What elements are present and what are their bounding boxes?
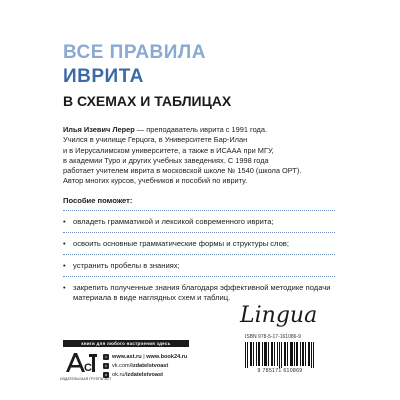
author-line-6: Автор многих курсов, учебников и пособий по ивриту. [63, 176, 248, 186]
benefits-section [63, 196, 345, 305]
benefit-item [63, 239, 345, 249]
bullet-icon: • [63, 239, 66, 248]
benefit-text: освоить основные грамматические формы и структуры слов; [73, 239, 289, 248]
publisher-links [103, 352, 187, 379]
ok-icon: o [104, 371, 108, 377]
benefit-item [63, 217, 345, 227]
benefit-text: овладеть грамматикой и лексикой современного иврита; [73, 217, 274, 226]
globe-icon: ⌂ [104, 353, 108, 359]
publisher-caption: ИЗДАТЕЛЬСКАЯ ГРУППА АСТ [60, 377, 112, 381]
website-links-row [103, 352, 187, 361]
author-line-1-rest: — преподаватель иврита с 1991 года. [134, 125, 268, 134]
vk-icon: v [105, 362, 107, 368]
title-line-2: ИВРИТА [63, 66, 144, 87]
ok-link-prefix: ok.ru/ [112, 371, 126, 378]
title-line-1: ВСЕ ПРАВИЛА [63, 42, 206, 63]
author-line-4: в академии Туро и других учебных заведениях. С 1998 года [63, 155, 269, 165]
bullet-icon: • [63, 217, 66, 226]
benefit-text: устранить пробелы в знаниях; [73, 261, 180, 270]
publisher-tagline: книги для любого настроения здесь [63, 340, 189, 347]
vk-link-row[interactable] [103, 361, 187, 370]
vk-link-handle: izdatelstvoast [131, 362, 169, 369]
ast-logo-text: C [84, 362, 92, 374]
benefits-heading: Пособие поможет: [63, 196, 133, 205]
isbn-barcode [244, 342, 316, 368]
ast-publisher-logo [63, 350, 97, 376]
barcode-bars [245, 342, 314, 368]
author-line-1 [63, 125, 345, 135]
lingua-series-logo [238, 296, 320, 330]
author-name: Илья Изевич Лерер [63, 125, 135, 134]
ok-link-handle: izdatelstvoast [126, 371, 163, 378]
benefit-text: закрепить полученные знания благодаря эффективной методике подачи материала в виде наглядных схем и таблиц. [73, 283, 331, 302]
bullet-icon: • [63, 261, 66, 270]
dotted-separator [63, 276, 335, 278]
dotted-separator [63, 254, 335, 256]
author-line-2: Учился в училище Герцога, в Университете Бар-Илан [63, 135, 248, 145]
title-line-3: В СХЕМАХ И ТАБЛИЦАХ [63, 93, 232, 109]
site-separator: | [141, 353, 147, 360]
dotted-separator [63, 232, 335, 234]
author-line-3: и в Иерусалимском университете, а также в ИСААА при МГУ, [63, 145, 274, 155]
author-description [63, 125, 345, 187]
isbn-label: ISBN 978-5-17-161086-9 [245, 334, 301, 340]
dotted-separator [63, 210, 335, 212]
lingua-logo-text: Lingua [240, 303, 318, 328]
site-link-book24[interactable]: www.book24.ru [146, 353, 188, 360]
barcode-number: 9 785171 610869 [257, 368, 303, 374]
author-line-5: работает учителем иврита в московской школе № 1540 (школа ОРТ). [63, 166, 302, 176]
ok-link-row[interactable] [103, 370, 187, 379]
site-link-ast[interactable]: www.ast.ru [112, 353, 142, 360]
bullet-icon: • [63, 283, 66, 292]
vk-link-prefix: vk.com/ [112, 362, 132, 369]
benefit-item [63, 261, 345, 271]
